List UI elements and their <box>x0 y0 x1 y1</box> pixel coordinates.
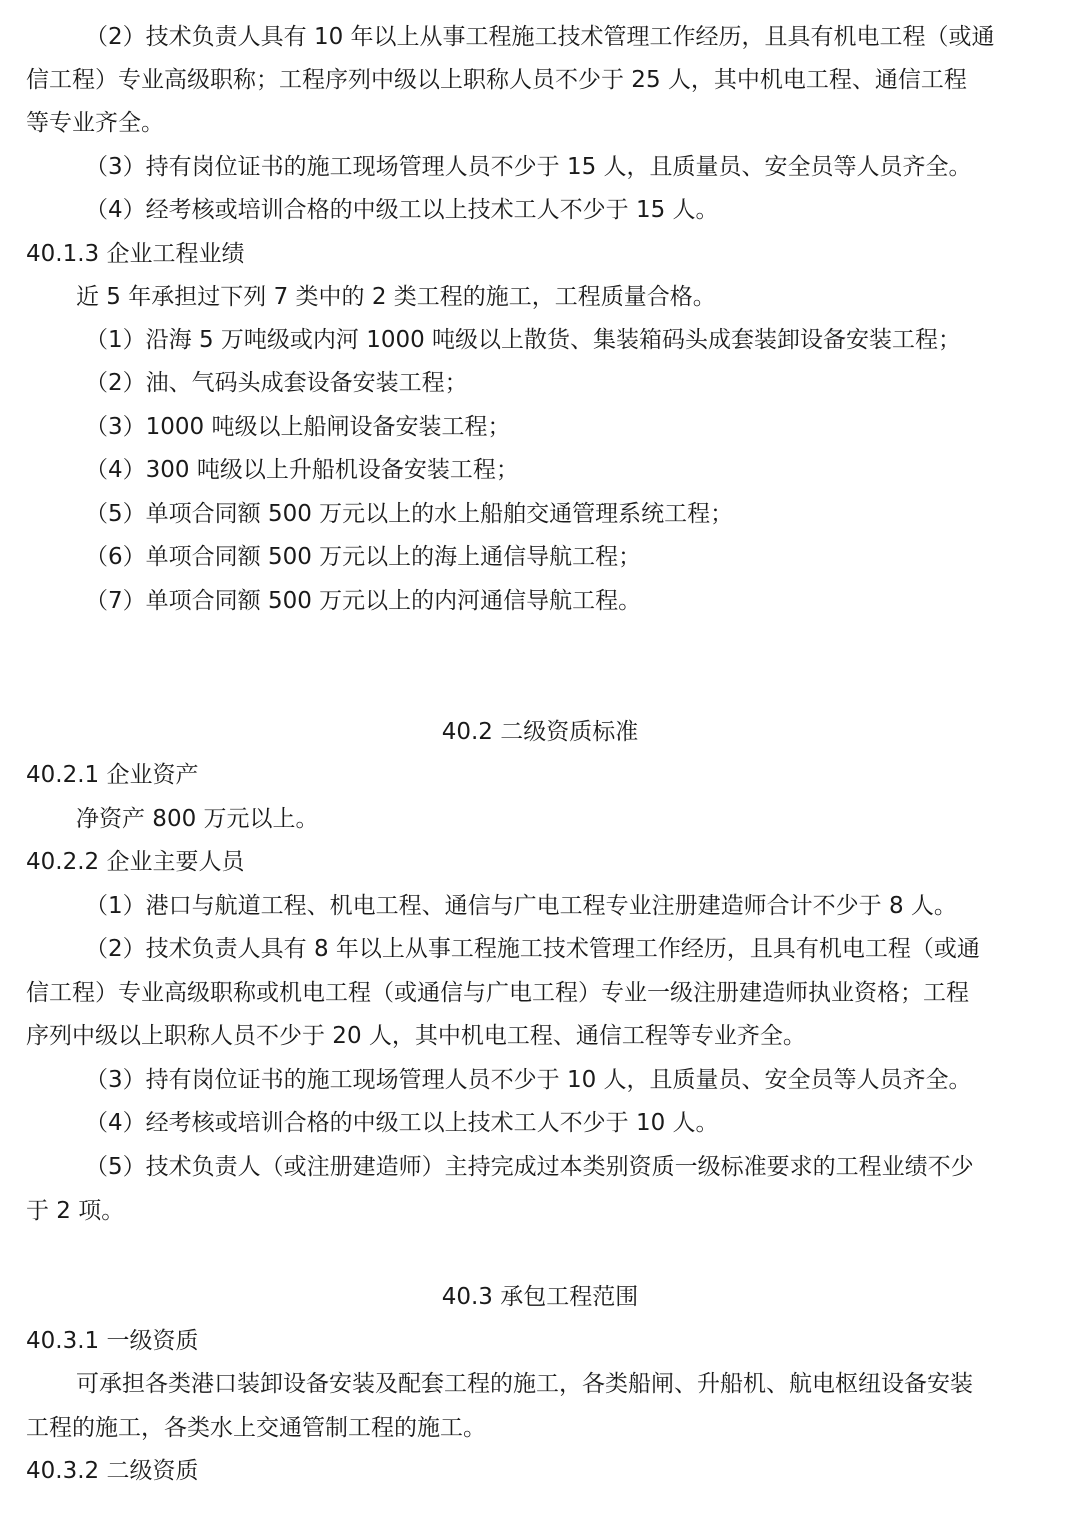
chapter-heading: 40.3 承包工程范围 <box>441 1284 639 1310</box>
list-item: （5）技术负责人（或注册建造师）主持完成过本类别资质一级标准要求的工程业绩不少 <box>85 1154 974 1180</box>
paragraph-line: 净资产 800 万元以上。 <box>76 806 319 832</box>
paragraph-line: （4）经考核或培训合格的中级工以上技术工人不少于 15 人。 <box>85 197 719 223</box>
list-item: （2）油、气码头成套设备安装工程； <box>85 370 468 396</box>
list-item: （5）单项合同额 500 万元以上的水上船舶交通管理系统工程； <box>85 501 734 527</box>
paragraph-line: 信工程）专业高级职称或机电工程（或通信与广电工程）专业一级注册建造师执业资格；工程 <box>26 980 969 1006</box>
list-item: （4）经考核或培训合格的中级工以上技术工人不少于 10 人。 <box>85 1110 719 1136</box>
list-item: （1）沿海 5 万吨级或内河 1000 吨级以上散货、集装箱码头成套装卸设备安装工程； <box>85 327 962 353</box>
section-heading: 40.3.1 一级资质 <box>26 1328 199 1354</box>
paragraph-line: 信工程）专业高级职称；工程序列中级以上职称人员不少于 25 人，其中机电工程、通信工程 <box>26 67 967 93</box>
paragraph-line: （2）技术负责人具有 10 年以上从事工程施工技术管理工作经历，且具有机电工程（或通 <box>85 24 995 50</box>
list-item: （2）技术负责人具有 8 年以上从事工程施工技术管理工作经历，且具有机电工程（或通 <box>85 936 980 962</box>
section-heading: 40.3.2 二级资质 <box>26 1458 199 1484</box>
list-item: （3）持有岗位证书的施工现场管理人员不少于 10 人，且质量员、安全员等人员齐全。 <box>85 1067 972 1093</box>
paragraph-line: 工程的施工，各类水上交通管制工程的施工。 <box>26 1415 486 1441</box>
section-heading: 40.1.3 企业工程业绩 <box>26 241 245 267</box>
paragraph-line: 近 5 年承担过下列 7 类中的 2 类工程的施工，工程质量合格。 <box>76 284 716 310</box>
paragraph-line: 于 2 项。 <box>26 1198 125 1224</box>
paragraph-line: 序列中级以上职称人员不少于 20 人，其中机电工程、通信工程等专业齐全。 <box>26 1023 806 1049</box>
list-item: （6）单项合同额 500 万元以上的海上通信导航工程； <box>85 544 642 570</box>
list-item: （4）300 吨级以上升船机设备安装工程； <box>85 457 519 483</box>
chapter-heading: 40.2 二级资质标准 <box>441 719 639 745</box>
list-item: （3）1000 吨级以上船闸设备安装工程； <box>85 414 511 440</box>
section-heading: 40.2.2 企业主要人员 <box>26 849 245 875</box>
paragraph-line: 等专业齐全。 <box>26 110 164 136</box>
paragraph-line: 可承担各类港口装卸设备安装及配套工程的施工，各类船闸、升船机、航电枢纽设备安装 <box>76 1371 973 1397</box>
list-item: （7）单项合同额 500 万元以上的内河通信导航工程。 <box>85 588 642 614</box>
paragraph-line: （3）持有岗位证书的施工现场管理人员不少于 15 人，且质量员、安全员等人员齐全。 <box>85 154 972 180</box>
list-item: （1）港口与航道工程、机电工程、通信与广电工程专业注册建造师合计不少于 8 人。 <box>85 893 957 919</box>
section-heading: 40.2.1 企业资产 <box>26 762 199 788</box>
